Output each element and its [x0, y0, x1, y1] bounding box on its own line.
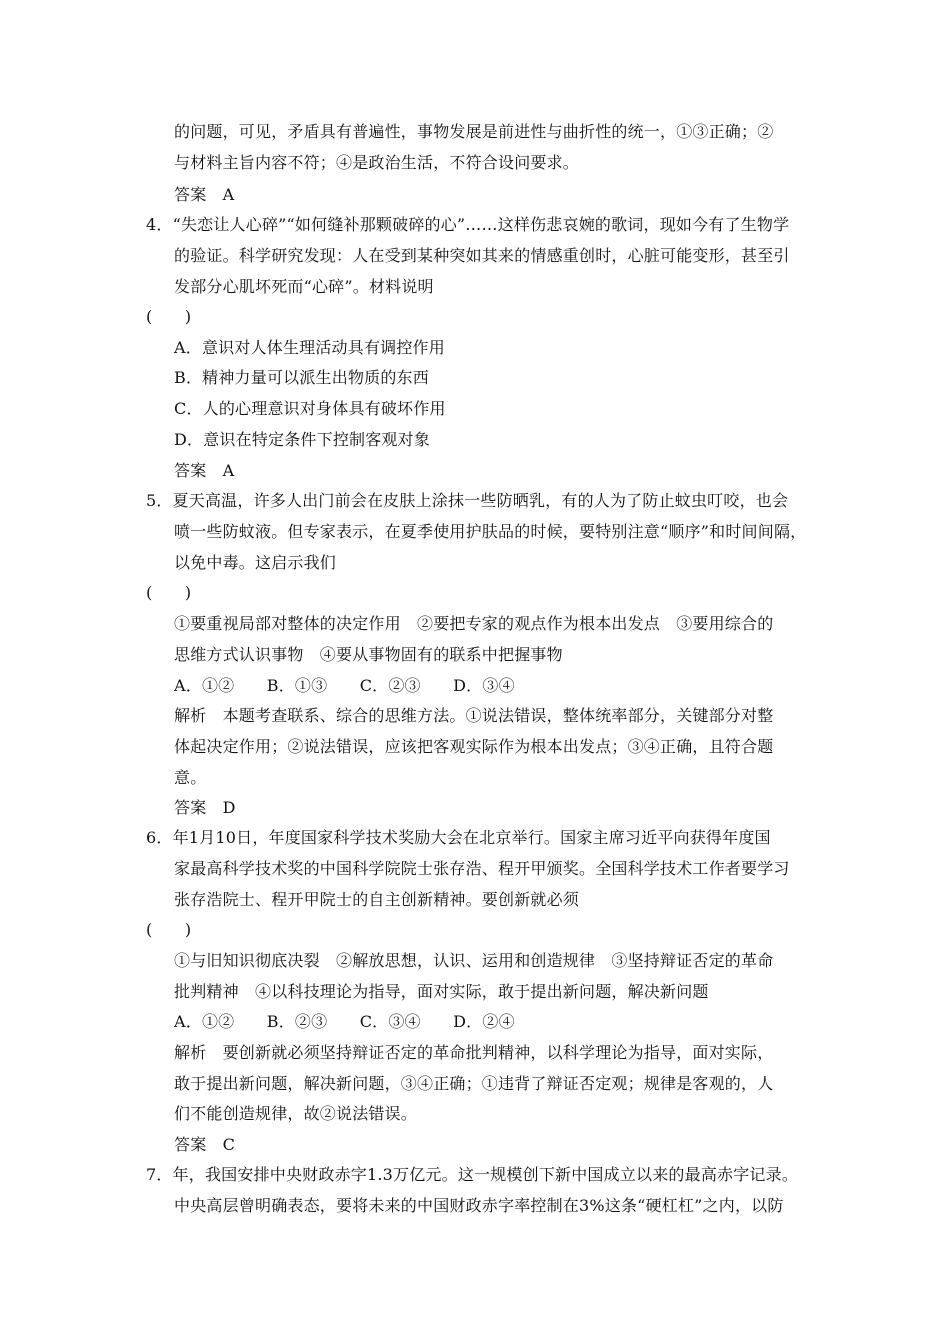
text-line: 中央高层曾明确表态，要将未来的中国财政赤字率控制在3%这条“硬杠杠”之内，以防	[174, 1196, 784, 1215]
text-line: 的验证。科学研究发现：人在受到某种突如其来的情感重创时，心脏可能变形，甚至引	[174, 246, 790, 265]
analysis-line: 们不能创造规律，故②说法错误。	[174, 1104, 418, 1123]
analysis-line: 意。	[174, 768, 207, 787]
answer-parentheses: ( )	[146, 583, 192, 602]
statements-line: ①要重视局部对整体的决定作用 ②要把专家的观点作为根本出发点 ③要用综合的	[174, 614, 774, 633]
answer-line: 答案 C	[174, 1135, 236, 1154]
text-line: 以免中毒。这启示我们	[174, 553, 337, 572]
option-c: C．人的心理意识对身体具有破坏作用	[174, 399, 446, 418]
answer-line: 答案 A	[174, 461, 235, 480]
text-line: 发部分心肌坏死而“心碎”。材料说明	[174, 277, 434, 296]
options-line: A．①② B．②③ C．③④ D．②④	[174, 1012, 515, 1031]
statements-line: ①与旧知识彻底决裂 ②解放思想，认识、运用和创造规律 ③坚持辩证否定的革命	[174, 951, 774, 970]
question-5-stem: 5．夏天高温，许多人出门前会在皮肤上涂抹一些防晒乳，有的人为了防止蚊虫叮咬，也会	[146, 491, 789, 510]
answer-parentheses: ( )	[146, 307, 192, 326]
analysis-line: 解析 本题考查联系、综合的思维方法。①说法错误，整体统率部分，关键部分对整	[174, 706, 774, 725]
option-b: B．精神力量可以派生出物质的东西	[174, 368, 429, 387]
option-a: A．意识对人体生理活动具有调控作用	[174, 338, 445, 357]
answer-parentheses: ( )	[146, 920, 192, 939]
answer-line: 答案 D	[174, 798, 236, 817]
statements-line: 批判精神 ④以科技理论为指导，面对实际，敢于提出新问题，解决新问题	[174, 982, 709, 1001]
analysis-line: 解析 要创新就必须坚持辩证否定的革命批判精神，以科学理论为指导，面对实际，	[174, 1043, 774, 1062]
option-d: D．意识在特定条件下控制客观对象	[174, 430, 431, 449]
text-line: 家最高科学技术奖的中国科学院院士张存浩、程开甲颁奖。全国科学技术工作者要学习	[174, 859, 790, 878]
text-line: 喷一些防蚊液。但专家表示，在夏季使用护肤品的时候，要特别注意“顺序”和时间间隔，	[174, 522, 807, 541]
analysis-line: 体起决定作用；②说法错误，应该把客观实际作为根本出发点；③④正确，且符合题	[174, 737, 774, 756]
statements-line: 思维方式认识事物 ④要从事物固有的联系中把握事物	[174, 645, 563, 664]
analysis-line: 敢于提出新问题，解决新问题，③④正确；①违背了辩证否定观；规律是客观的，人	[174, 1074, 774, 1093]
text-line: 与材料主旨内容不符；④是政治生活，不符合设问要求。	[174, 153, 580, 172]
text-line: 的问题，可见，矛盾具有普遍性，事物发展是前进性与曲折性的统一，①③正确；②	[174, 122, 774, 141]
options-line: A．①② B．①③ C．②③ D．③④	[174, 676, 515, 695]
text-line: 张存浩院士、程开甲院士的自主创新精神。要创新就必须	[174, 890, 580, 909]
answer-line: 答案 A	[174, 185, 235, 204]
question-7-stem: 7．年，我国安排中央财政赤字1.3万亿元。这一规模创下新中国成立以来的最高赤字记录。	[146, 1165, 799, 1184]
question-4-stem: 4．“失恋让人心碎”“如何缝补那颗破碎的心”……这样伤悲哀婉的歌词，现如今有了生物学	[146, 215, 790, 234]
question-6-stem: 6．年1月10日，年度国家科学技术奖励大会在北京举行。国家主席习近平向获得年度国	[146, 828, 771, 847]
